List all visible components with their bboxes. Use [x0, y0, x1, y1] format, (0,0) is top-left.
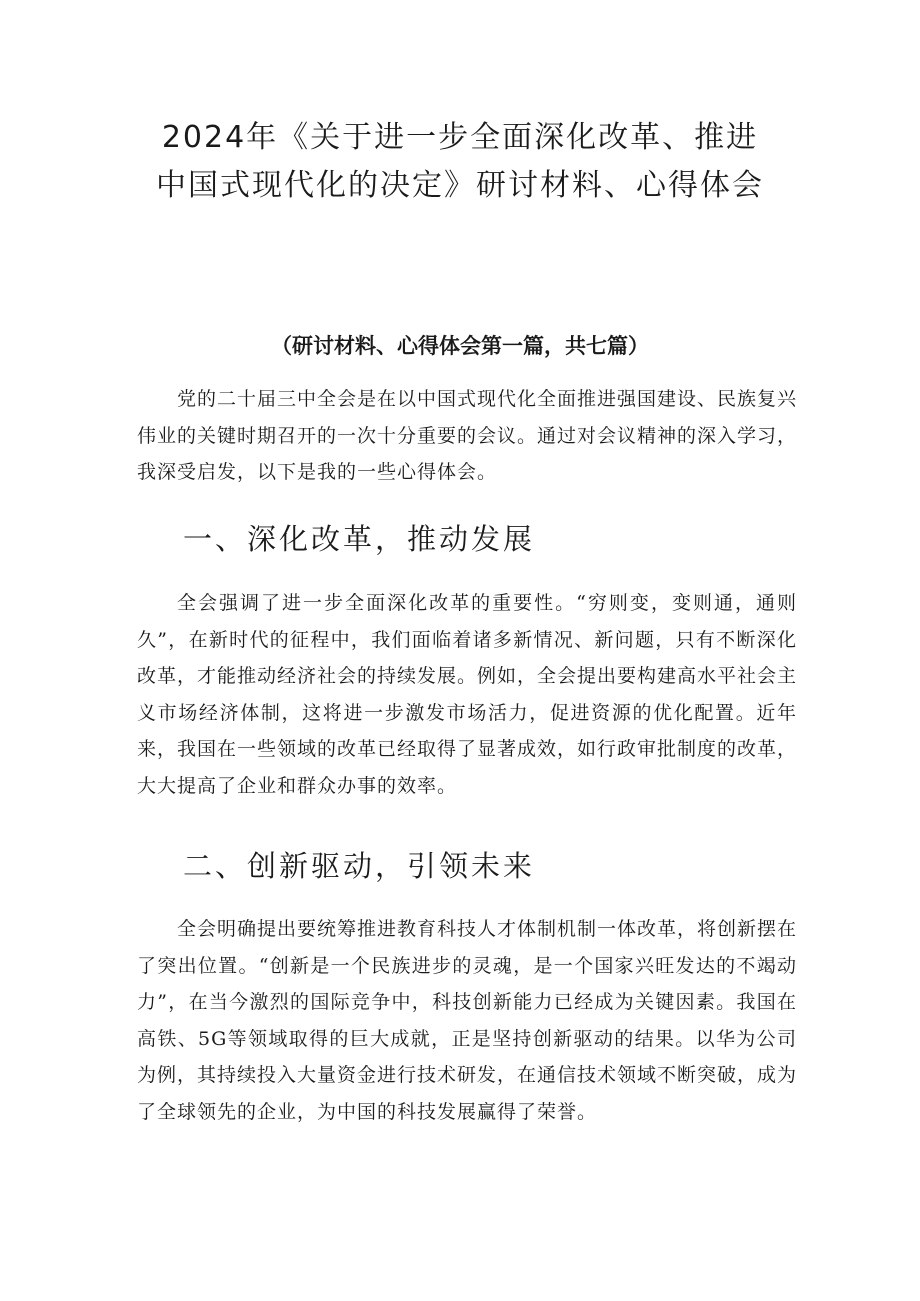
- section-body-2: 全会明确提出要统筹推进教育科技人才体制机制一体改革，将创新摆在了突出位置。“创新是一个民族进步的灵魂，是一个国家兴旺发达的不竭动力”，在当今激烈的国际竞争中，科技创新能力已经成为关键因素。我国在高铁、5G等领域取得的巨大成就，正是坚持创新驱动的结果。以华为公司为例，其持续投入大量资金进行技术研发，在通信技术领域不断突破，成为了全球领先的企业，为中国的科技发展赢得了荣誉。: [137, 918, 798, 1123]
- intro-paragraph: 党的二十届三中全会是在以中国式现代化全面推进强国建设、民族复兴伟业的关键时期召开的一次十分重要的会议。通过对会议精神的深入学习，我深受启发，以下是我的一些心得体会。: [137, 388, 798, 483]
- section-body-1: 全会强调了进一步全面深化改革的重要性。“穷则变，变则通，通则久”，在新时代的征程中，我们面临着诸多新情况、新问题，只有不断深化改革，才能推动经济社会的持续发展。例如，全会提出要构建高水平社会主义市场经济体制，这将进一步激发市场活力，促进资源的优化配置。近年来，我国在一些领域的改革已经取得了显著成效，如行政审批制度的改革，大大提高了企业和群众办事的效率。: [137, 592, 798, 797]
- document-title: 2024年《关于进一步全面深化改革、推进中国式现代化的决定》研讨材料、心得体会: [156, 120, 764, 203]
- document-subtitle: （研讨材料、心得体会第一篇，共七篇）: [271, 334, 649, 358]
- section-heading-2: 二、创新驱动，引领未来: [183, 849, 536, 883]
- section-heading-1: 一、深化改革，推动发展: [183, 522, 536, 556]
